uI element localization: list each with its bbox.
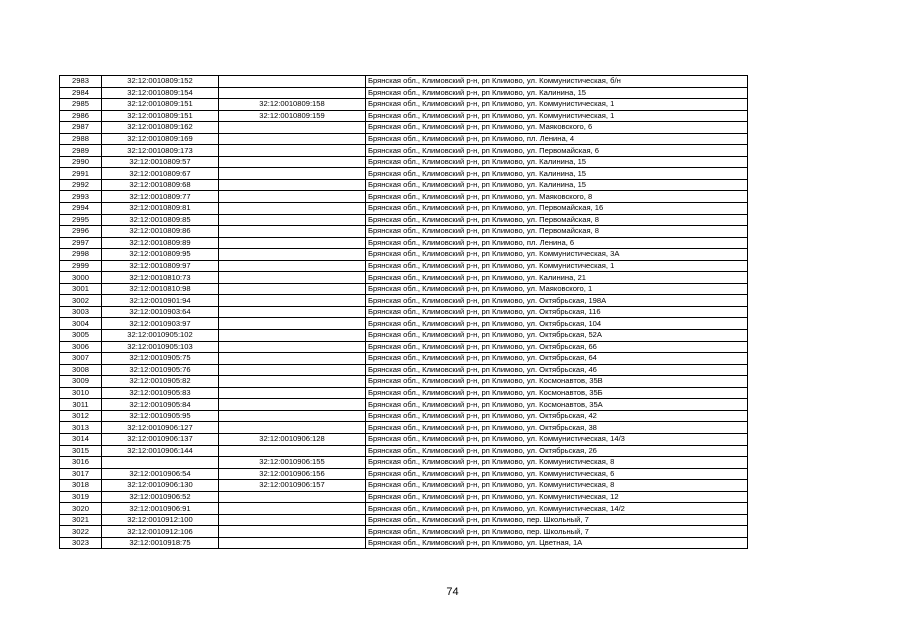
row-number-cell: 3022 — [60, 526, 102, 538]
row-number-cell: 3015 — [60, 445, 102, 457]
table-row — [60, 422, 748, 434]
linked-cadastral-number-cell — [219, 387, 366, 399]
linked-cadastral-number-cell — [219, 226, 366, 238]
table-row — [60, 537, 748, 549]
page-number: 74 — [446, 586, 459, 598]
address-cell: Брянская обл., Климовский р-н, рп Климово, ул. Коммунистическая, 14/2 — [366, 503, 748, 515]
address-cell: Брянская обл., Климовский р-н, рп Климово, ул. Космонавтов, 35В — [366, 376, 748, 388]
row-number-cell: 2991 — [60, 168, 102, 180]
linked-cadastral-number-cell: 32:12:0010809:158 — [219, 99, 366, 111]
cadastral-number-cell: 32:12:0010809:81 — [102, 203, 219, 215]
row-number-cell: 2983 — [60, 76, 102, 88]
address-cell: Брянская обл., Климовский р-н, рп Климово, ул. Октябрьская, 46 — [366, 364, 748, 376]
cadastral-number-cell: 32:12:0010810:98 — [102, 283, 219, 295]
linked-cadastral-number-cell — [219, 514, 366, 526]
cadastral-number-cell: 32:12:0010906:137 — [102, 433, 219, 445]
cadastral-number-cell: 32:12:0010809:77 — [102, 191, 219, 203]
address-cell: Брянская обл., Климовский р-н, рп Климово, ул. Цветная, 1А — [366, 537, 748, 549]
table-row — [60, 376, 748, 388]
row-number-cell: 3011 — [60, 399, 102, 411]
address-cell: Брянская обл., Климовский р-н, рп Климово, ул. Маяковского, 6 — [366, 122, 748, 134]
row-number-cell: 2984 — [60, 87, 102, 99]
linked-cadastral-number-cell — [219, 283, 366, 295]
row-number-cell: 3012 — [60, 410, 102, 422]
address-cell: Брянская обл., Климовский р-н, рп Климово, пл. Ленина, 6 — [366, 237, 748, 249]
table-row — [60, 133, 748, 145]
table-row — [60, 410, 748, 422]
row-number-cell: 3002 — [60, 295, 102, 307]
row-number-cell: 2999 — [60, 260, 102, 272]
linked-cadastral-number-cell — [219, 503, 366, 515]
table-row — [60, 122, 748, 134]
linked-cadastral-number-cell: 32:12:0010809:159 — [219, 110, 366, 122]
address-cell: Брянская обл., Климовский р-н, рп Климово, ул. Октябрьская, 38 — [366, 422, 748, 434]
cadastral-number-cell: 32:12:0010906:54 — [102, 468, 219, 480]
table-row — [60, 364, 748, 376]
cadastral-number-cell: 32:12:0010905:103 — [102, 341, 219, 353]
linked-cadastral-number-cell — [219, 295, 366, 307]
cadastral-number-cell: 32:12:0010918:75 — [102, 537, 219, 549]
row-number-cell: 3019 — [60, 491, 102, 503]
cadastral-number-cell: 32:12:0010809:162 — [102, 122, 219, 134]
cadastral-number-cell: 32:12:0010906:52 — [102, 491, 219, 503]
row-number-cell: 2990 — [60, 156, 102, 168]
cadastral-number-cell: 32:12:0010809:173 — [102, 145, 219, 157]
linked-cadastral-number-cell — [219, 260, 366, 272]
table-row — [60, 179, 748, 191]
linked-cadastral-number-cell — [219, 376, 366, 388]
table-row — [60, 330, 748, 342]
linked-cadastral-number-cell — [219, 133, 366, 145]
table-row — [60, 306, 748, 318]
table-row — [60, 203, 748, 215]
row-number-cell: 3014 — [60, 433, 102, 445]
address-cell: Брянская обл., Климовский р-н, рп Климово, ул. Октябрьская, 52А — [366, 330, 748, 342]
address-cell: Брянская обл., Климовский р-н, рп Климово, ул. Октябрьская, 66 — [366, 341, 748, 353]
table-row — [60, 295, 748, 307]
address-cell: Брянская обл., Климовский р-н, рп Климово, ул. Космонавтов, 35А — [366, 399, 748, 411]
row-number-cell: 3016 — [60, 457, 102, 469]
table-row — [60, 76, 748, 88]
address-cell: Брянская обл., Климовский р-н, рп Климово, ул. Коммунистическая, 14/3 — [366, 433, 748, 445]
row-number-cell: 3009 — [60, 376, 102, 388]
cadastral-number-cell: 32:12:0010906:127 — [102, 422, 219, 434]
table-row — [60, 249, 748, 261]
row-number-cell: 2992 — [60, 179, 102, 191]
table-row — [60, 214, 748, 226]
table-row — [60, 318, 748, 330]
cadastral-number-cell: 32:12:0010903:64 — [102, 306, 219, 318]
table-row — [60, 156, 748, 168]
address-cell: Брянская обл., Климовский р-н, рп Климово, ул. Калинина, 15 — [366, 156, 748, 168]
row-number-cell: 2985 — [60, 99, 102, 111]
linked-cadastral-number-cell — [219, 399, 366, 411]
row-number-cell: 2995 — [60, 214, 102, 226]
cadastral-number-cell: 32:12:0010809:154 — [102, 87, 219, 99]
address-cell: Брянская обл., Климовский р-н, рп Климово, ул. Октябрьская, 104 — [366, 318, 748, 330]
cadastral-number-cell: 32:12:0010905:76 — [102, 364, 219, 376]
row-number-cell: 3018 — [60, 480, 102, 492]
table-row — [60, 168, 748, 180]
row-number-cell: 3017 — [60, 468, 102, 480]
cadastral-number-cell: 32:12:0010809:57 — [102, 156, 219, 168]
linked-cadastral-number-cell: 32:12:0010906:156 — [219, 468, 366, 480]
linked-cadastral-number-cell: 32:12:0010906:155 — [219, 457, 366, 469]
address-cell: Брянская обл., Климовский р-н, рп Климово, ул. Калинина, 15 — [366, 87, 748, 99]
linked-cadastral-number-cell — [219, 156, 366, 168]
cadastral-number-cell: 32:12:0010809:151 — [102, 110, 219, 122]
row-number-cell: 3020 — [60, 503, 102, 515]
linked-cadastral-number-cell — [219, 191, 366, 203]
table-row — [60, 457, 748, 469]
address-cell: Брянская обл., Климовский р-н, рп Климово, ул. Октябрьская, 116 — [366, 306, 748, 318]
row-number-cell: 3003 — [60, 306, 102, 318]
table-row — [60, 260, 748, 272]
linked-cadastral-number-cell — [219, 526, 366, 538]
address-cell: Брянская обл., Климовский р-н, рп Климово, ул. Космонавтов, 35Б — [366, 387, 748, 399]
cadastral-number-cell: 32:12:0010905:83 — [102, 387, 219, 399]
table-row — [60, 387, 748, 399]
address-cell: Брянская обл., Климовский р-н, рп Климово, ул. Первомайская, 8 — [366, 214, 748, 226]
table-row — [60, 514, 748, 526]
cadastral-number-cell — [102, 457, 219, 469]
cadastral-number-cell: 32:12:0010905:102 — [102, 330, 219, 342]
address-cell: Брянская обл., Климовский р-н, рп Климово, ул. Коммунистическая, 12 — [366, 491, 748, 503]
linked-cadastral-number-cell — [219, 203, 366, 215]
linked-cadastral-number-cell — [219, 491, 366, 503]
address-cell: Брянская обл., Климовский р-н, рп Климово, ул. Коммунистическая, 1 — [366, 260, 748, 272]
address-cell: Брянская обл., Климовский р-н, рп Климово, ул. Октябрьская, 64 — [366, 353, 748, 365]
row-number-cell: 3001 — [60, 283, 102, 295]
table-row — [60, 491, 748, 503]
linked-cadastral-number-cell — [219, 87, 366, 99]
table-row — [60, 433, 748, 445]
row-number-cell: 3006 — [60, 341, 102, 353]
linked-cadastral-number-cell — [219, 341, 366, 353]
address-cell: Брянская обл., Климовский р-н, рп Климово, ул. Октябрьская, 42 — [366, 410, 748, 422]
address-cell: Брянская обл., Климовский р-н, рп Климово, ул. Октябрьская, 26 — [366, 445, 748, 457]
row-number-cell: 3010 — [60, 387, 102, 399]
table-row — [60, 191, 748, 203]
cadastral-number-cell: 32:12:0010809:151 — [102, 99, 219, 111]
address-cell: Брянская обл., Климовский р-н, рп Климово, ул. Коммунистическая, 1 — [366, 110, 748, 122]
table-row — [60, 226, 748, 238]
row-number-cell: 3013 — [60, 422, 102, 434]
address-cell: Брянская обл., Климовский р-н, рп Климово, пер. Школьный, 7 — [366, 514, 748, 526]
address-cell: Брянская обл., Климовский р-н, рп Климово, ул. Первомайская, 6 — [366, 145, 748, 157]
table-row — [60, 145, 748, 157]
cadastral-number-cell: 32:12:0010903:97 — [102, 318, 219, 330]
cadastral-number-cell: 32:12:0010809:97 — [102, 260, 219, 272]
row-number-cell: 2994 — [60, 203, 102, 215]
table-row — [60, 503, 748, 515]
cadastral-number-cell: 32:12:0010809:95 — [102, 249, 219, 261]
address-cell: Брянская обл., Климовский р-н, рп Климово, ул. Калинина, 21 — [366, 272, 748, 284]
linked-cadastral-number-cell — [219, 306, 366, 318]
address-cell: Брянская обл., Климовский р-н, рп Климово, ул. Маяковского, 1 — [366, 283, 748, 295]
cadastral-number-cell: 32:12:0010809:68 — [102, 179, 219, 191]
table-row — [60, 283, 748, 295]
row-number-cell: 3021 — [60, 514, 102, 526]
address-cell: Брянская обл., Климовский р-н, рп Климово, ул. Маяковского, 8 — [366, 191, 748, 203]
linked-cadastral-number-cell — [219, 364, 366, 376]
address-cell: Брянская обл., Климовский р-н, рп Климово, ул. Октябрьская, 198А — [366, 295, 748, 307]
linked-cadastral-number-cell — [219, 537, 366, 549]
property-table-body — [60, 76, 748, 549]
linked-cadastral-number-cell — [219, 249, 366, 261]
row-number-cell: 2988 — [60, 133, 102, 145]
linked-cadastral-number-cell — [219, 168, 366, 180]
row-number-cell: 2986 — [60, 110, 102, 122]
cadastral-number-cell: 32:12:0010809:89 — [102, 237, 219, 249]
table-row — [60, 526, 748, 538]
cadastral-number-cell: 32:12:0010810:73 — [102, 272, 219, 284]
address-cell: Брянская обл., Климовский р-н, рп Климово, ул. Коммунистическая, 8 — [366, 480, 748, 492]
table-row — [60, 110, 748, 122]
address-cell: Брянская обл., Климовский р-н, рп Климово, ул. Первомайская, 8 — [366, 226, 748, 238]
table-row — [60, 99, 748, 111]
address-cell: Брянская обл., Климовский р-н, рп Климово, пл. Ленина, 4 — [366, 133, 748, 145]
cadastral-number-cell: 32:12:0010809:85 — [102, 214, 219, 226]
linked-cadastral-number-cell: 32:12:0010906:157 — [219, 480, 366, 492]
cadastral-number-cell: 32:12:0010906:144 — [102, 445, 219, 457]
address-cell: Брянская обл., Климовский р-н, рп Климово, ул. Калинина, 15 — [366, 179, 748, 191]
cadastral-number-cell: 32:12:0010906:130 — [102, 480, 219, 492]
cadastral-number-cell: 32:12:0010905:95 — [102, 410, 219, 422]
row-number-cell: 2996 — [60, 226, 102, 238]
row-number-cell: 2989 — [60, 145, 102, 157]
row-number-cell: 2997 — [60, 237, 102, 249]
row-number-cell: 3023 — [60, 537, 102, 549]
row-number-cell: 3008 — [60, 364, 102, 376]
row-number-cell: 3007 — [60, 353, 102, 365]
address-cell: Брянская обл., Климовский р-н, рп Климово, ул. Коммунистическая, 8 — [366, 457, 748, 469]
table-row — [60, 353, 748, 365]
cadastral-number-cell: 32:12:0010901:94 — [102, 295, 219, 307]
cadastral-number-cell: 32:12:0010912:100 — [102, 514, 219, 526]
property-table — [59, 75, 748, 549]
linked-cadastral-number-cell — [219, 410, 366, 422]
address-cell: Брянская обл., Климовский р-н, рп Климово, ул. Коммунистическая, б/н — [366, 76, 748, 88]
address-cell: Брянская обл., Климовский р-н, рп Климово, пер. Школьный, 7 — [366, 526, 748, 538]
linked-cadastral-number-cell — [219, 330, 366, 342]
linked-cadastral-number-cell: 32:12:0010906:128 — [219, 433, 366, 445]
address-cell: Брянская обл., Климовский р-н, рп Климово, ул. Коммунистическая, 3А — [366, 249, 748, 261]
address-cell: Брянская обл., Климовский р-н, рп Климово, ул. Калинина, 15 — [366, 168, 748, 180]
table-row — [60, 272, 748, 284]
cadastral-number-cell: 32:12:0010809:152 — [102, 76, 219, 88]
linked-cadastral-number-cell — [219, 422, 366, 434]
cadastral-number-cell: 32:12:0010809:169 — [102, 133, 219, 145]
cadastral-number-cell: 32:12:0010906:91 — [102, 503, 219, 515]
row-number-cell: 2993 — [60, 191, 102, 203]
cadastral-number-cell: 32:12:0010809:86 — [102, 226, 219, 238]
table-row — [60, 480, 748, 492]
cadastral-number-cell: 32:12:0010905:82 — [102, 376, 219, 388]
row-number-cell: 2998 — [60, 249, 102, 261]
table-row — [60, 87, 748, 99]
linked-cadastral-number-cell — [219, 445, 366, 457]
address-cell: Брянская обл., Климовский р-н, рп Климово, ул. Первомайская, 16 — [366, 203, 748, 215]
linked-cadastral-number-cell — [219, 353, 366, 365]
row-number-cell: 3004 — [60, 318, 102, 330]
linked-cadastral-number-cell — [219, 179, 366, 191]
table-row — [60, 341, 748, 353]
row-number-cell: 3005 — [60, 330, 102, 342]
linked-cadastral-number-cell — [219, 318, 366, 330]
table-row — [60, 468, 748, 480]
row-number-cell: 3000 — [60, 272, 102, 284]
table-row — [60, 237, 748, 249]
table-row — [60, 399, 748, 411]
cadastral-number-cell: 32:12:0010905:84 — [102, 399, 219, 411]
linked-cadastral-number-cell — [219, 214, 366, 226]
cadastral-number-cell: 32:12:0010809:67 — [102, 168, 219, 180]
linked-cadastral-number-cell — [219, 76, 366, 88]
cadastral-number-cell: 32:12:0010905:75 — [102, 353, 219, 365]
linked-cadastral-number-cell — [219, 145, 366, 157]
linked-cadastral-number-cell — [219, 122, 366, 134]
address-cell: Брянская обл., Климовский р-н, рп Климово, ул. Коммунистическая, 1 — [366, 99, 748, 111]
table-row — [60, 445, 748, 457]
linked-cadastral-number-cell — [219, 272, 366, 284]
address-cell: Брянская обл., Климовский р-н, рп Климово, ул. Коммунистическая, 6 — [366, 468, 748, 480]
linked-cadastral-number-cell — [219, 237, 366, 249]
row-number-cell: 2987 — [60, 122, 102, 134]
cadastral-number-cell: 32:12:0010912:106 — [102, 526, 219, 538]
